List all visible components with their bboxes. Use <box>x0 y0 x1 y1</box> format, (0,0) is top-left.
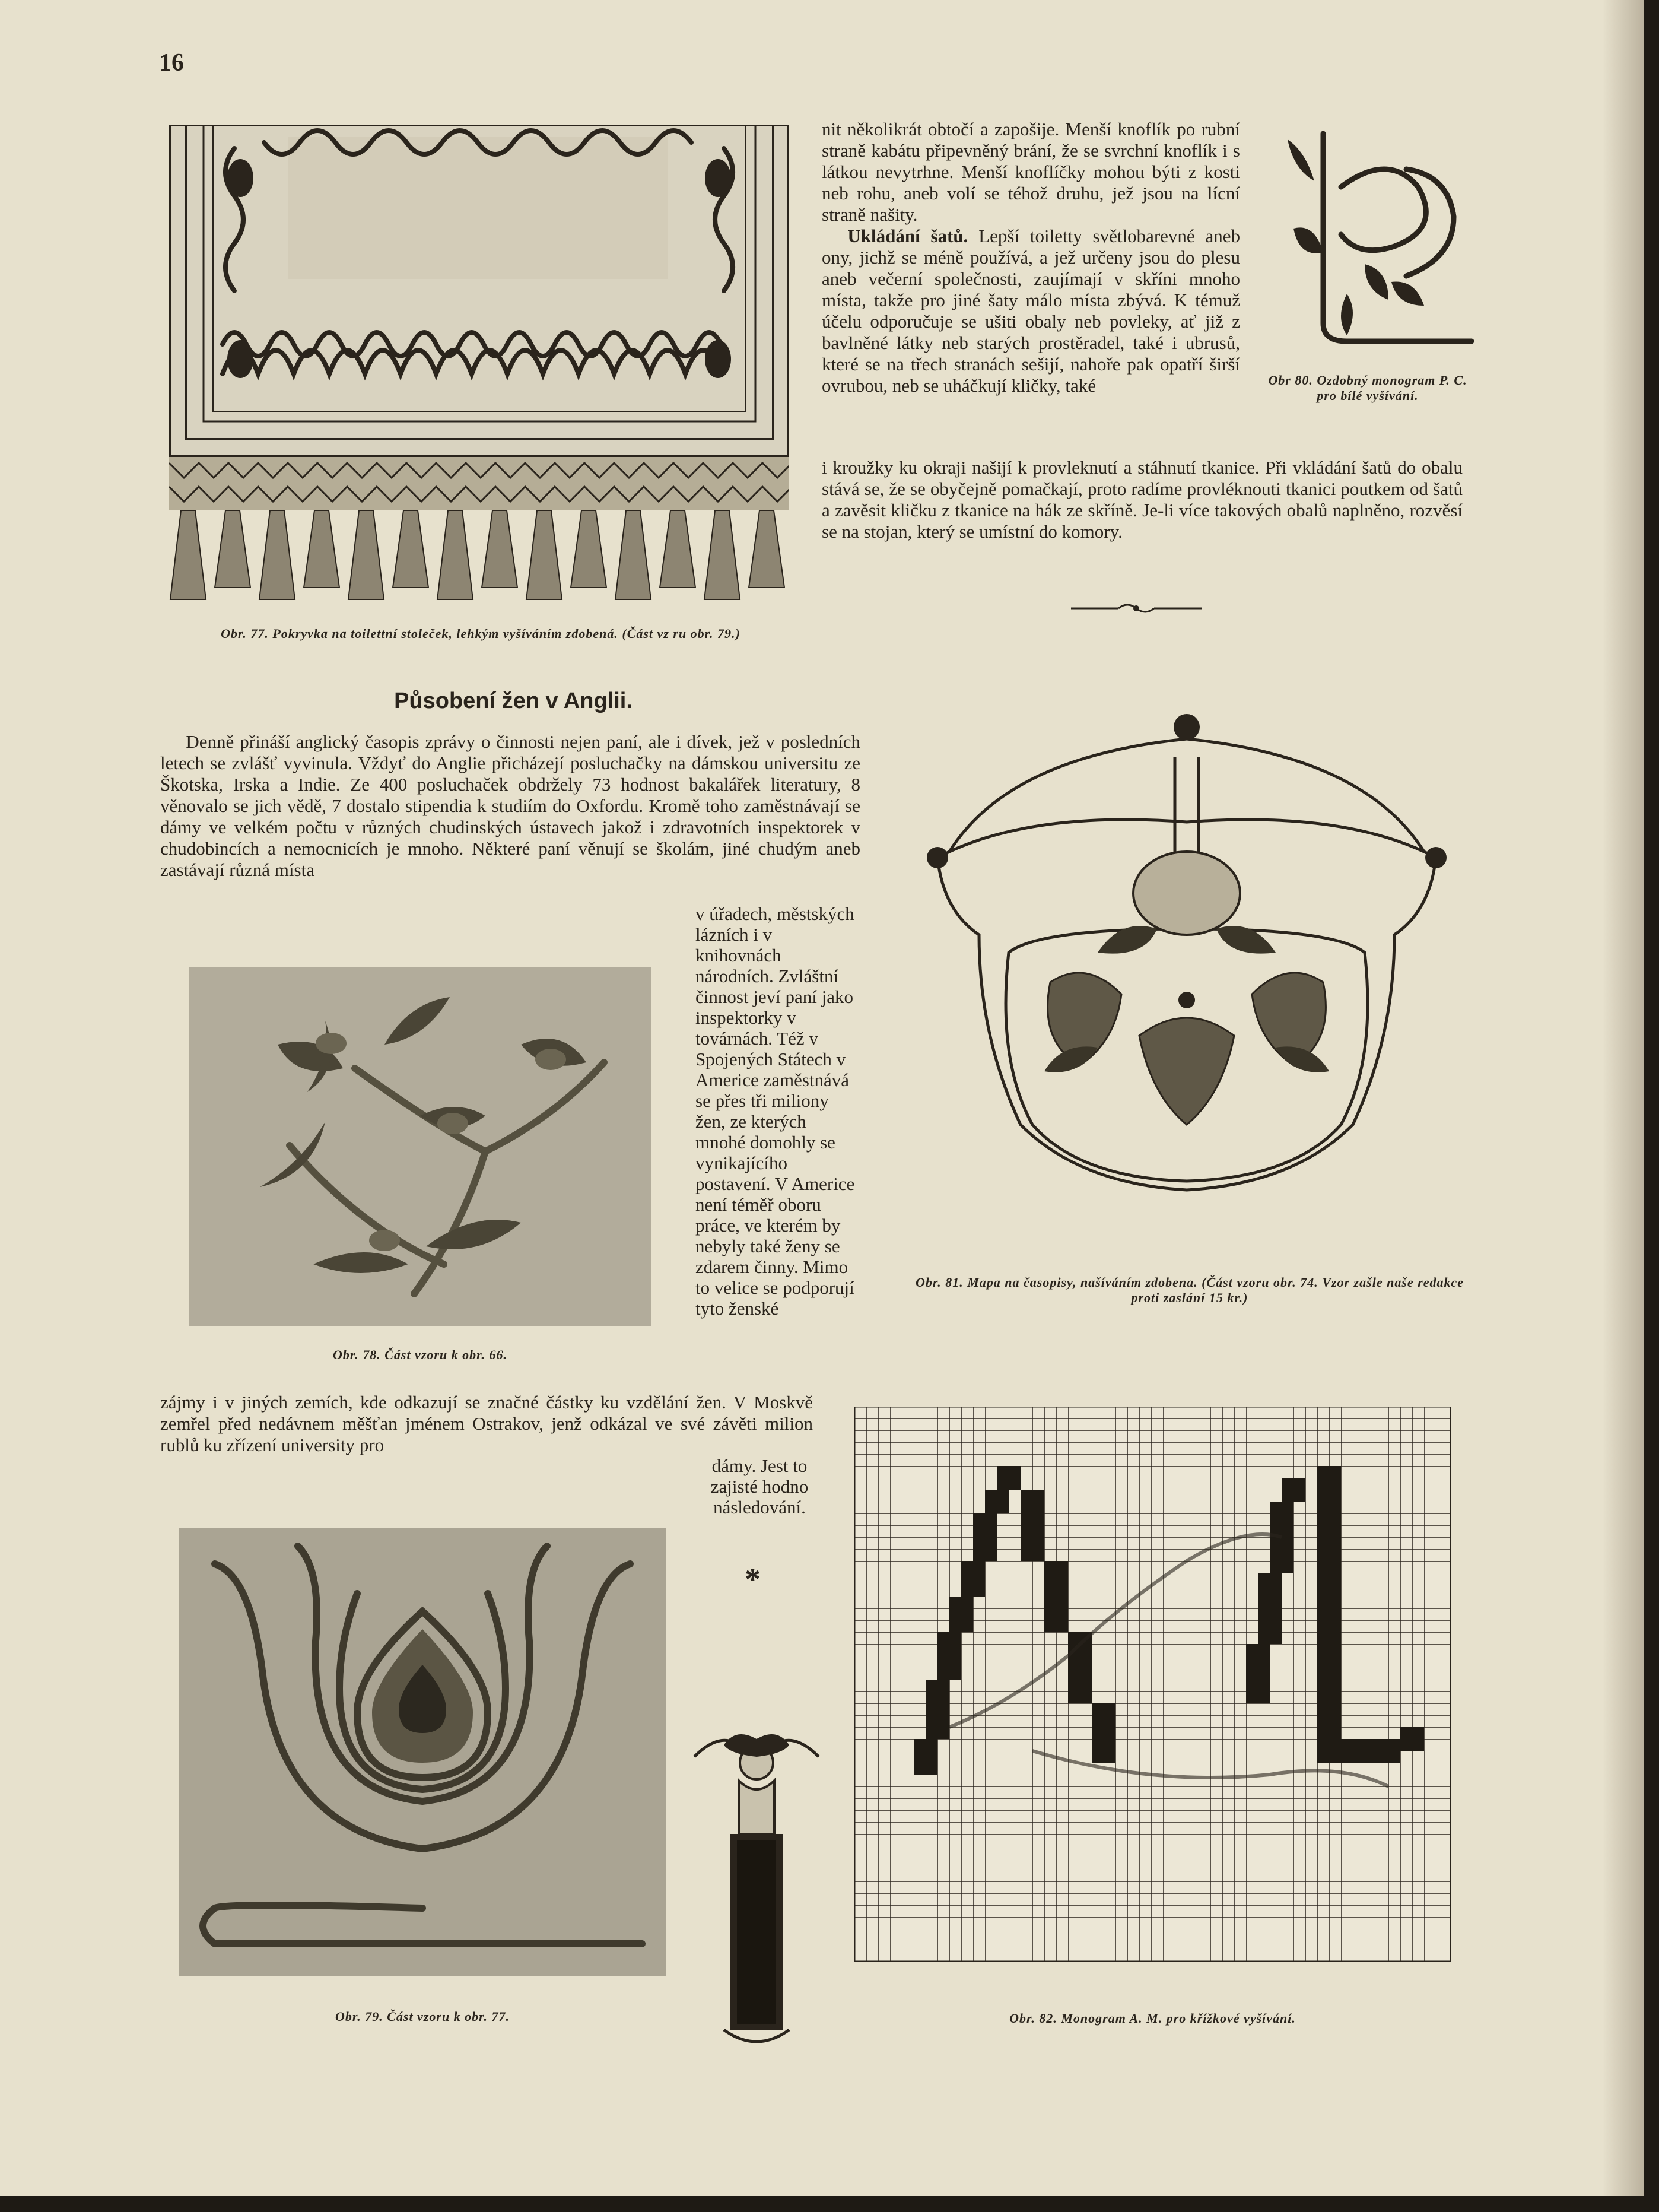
fig79-caption: Obr. 79. Část vzoru k obr. 77. <box>335 2009 510 2024</box>
fig81-caption: Obr. 81. Mapa na časopisy, našíváním zdobena. (Část vzoru obr. 74. Vzor zašle naše redakce proti zaslání 15 kr.) <box>915 1275 1464 1305</box>
fig77-table-cover-illustration <box>169 125 789 605</box>
tassels <box>170 510 784 599</box>
page-number: 16 <box>159 49 184 77</box>
fig77-caption: Obr. 77. Pokryvka na toilettní stoleček, lehkým vyšíváním zdobená. (Část vz ru obr. 79.) <box>221 626 740 641</box>
ornamental-divider <box>1071 599 1202 617</box>
article-intro: Denně přináší anglický časopis zprávy o činnosti nejen paní, ale i dívek, jež v posledních letech se zvlášť vyvinula. Vždyť do Anglie přicházejí posluchačky na dámskou universitu ze Škotska, Irska a Indie. Ze 400 posluchaček obdržely 73 hodnost bakalářek literatury, 8 věnovalo se jich vědě, 7 dostalo stipendia k studiím do Oxfordu. Kromě toho zaměstnávají se dámy ve velkém počtu v různých chudinských ústavech jakož i zdravotních inspektorek v chudobincích a nemocnicích je mnoho. Některé paní věnují se školám, jiné chudým aneb zastávají různá místa <box>160 731 860 880</box>
fig78-embroidery-photo <box>189 967 651 1326</box>
article-narrow-column-2: dámy. Jest to zajisté hodno následování. <box>710 1455 809 1518</box>
fig78-caption: Obr. 78. Část vzoru k obr. 66. <box>332 1347 508 1362</box>
buttons-paragraph: nit několikrát obtočí a zapošije. Menší knoflík po rubní straně kabátu připevněný brání, že se svrchní knoflík i s látkou nevytrhne. Menší knoflíčky mohou býti z kosti neb rohu, aneb volí se téhož druhu, jež jsou na lícní straně našity. <box>822 119 1240 225</box>
asterisk-separator: * <box>745 1562 761 1597</box>
fig81-magazine-holder-illustration <box>902 703 1466 1249</box>
article-paragraph-1 <box>160 731 860 881</box>
storage-text-part1: Lepší toiletty světlobarevné aneb ony, jichž se méně používá, a jež určeny jsou do plesu aneb večerní společnosti, zaujímají v skříni mnoho místa, takže pro jiné šaty málo místa zbývá. K témuž účelu odporučuje se ušiti obaly neb povleky, ať již z bavlněné látky neb starých prostěradel, také i ubrusů, které se na třech stranách sešijí, nahoře pak opatří širší ovrubou, neb se uháčkují kličky, také <box>822 226 1241 396</box>
article-narrow-column-1: v úřadech, městských lázních i v knihovnách národních. Zvláštní činnost jeví paní jako inspektorky v továrnách. Též v Spojených Státech v Americe zaměstnává se přes tři miliony žen, ze kterých mnohé domohly se vynikajícího postavení. V Americe není téměř oboru práce, ve kterém by nebyly také ženy se zdarem činny. Mimo to velice se podporují tyto ženské <box>695 903 855 1319</box>
decorative-bookmark-illustration <box>688 1721 825 2048</box>
fig82-caption: Obr. 82. Monogram A. M. pro křížkové vyšívání. <box>1009 2011 1296 2026</box>
storage-section-label: Ukládání šatů. <box>847 226 968 246</box>
article-title: Působení žen v Anglii. <box>394 688 633 713</box>
article-paragraph-2: zájmy i v jiných zemích, kde odkazují se značné částky ku vzdělání žen. V Moskvě zemřel před nedávnem měšťan jménem Ostrakov, jenž odkázal ve své závěti milion rublů ku zřízení university pro <box>160 1392 813 1455</box>
fig80-caption: Obr 80. Ozdobný monogram P. C. pro bílé vyšívání. <box>1268 373 1467 403</box>
fig82-cross-stitch-monogram-grid <box>854 1407 1451 1962</box>
fig79-embroidery-photo <box>179 1528 666 1976</box>
storage-paragraph-wide: i kroužky ku okraji našijí k provleknutí a stáhnutí tkanice. Při vkládání šatů do obalu stává se, že se obyčejně pomačkají, proto radíme provléknouti tkanici poutkem od šatů a zavěsit kličku z tkanice na hák ze skříně. Je-li více takových obalů naplněno, rozvěsí se na stojan, který se umístní do komory. <box>822 457 1463 542</box>
leaf-ornaments <box>1288 139 1424 335</box>
top-right-text-column <box>822 119 1240 396</box>
storage-paragraph <box>822 226 1240 396</box>
fig80-monogram-pc-illustration <box>1276 122 1480 353</box>
